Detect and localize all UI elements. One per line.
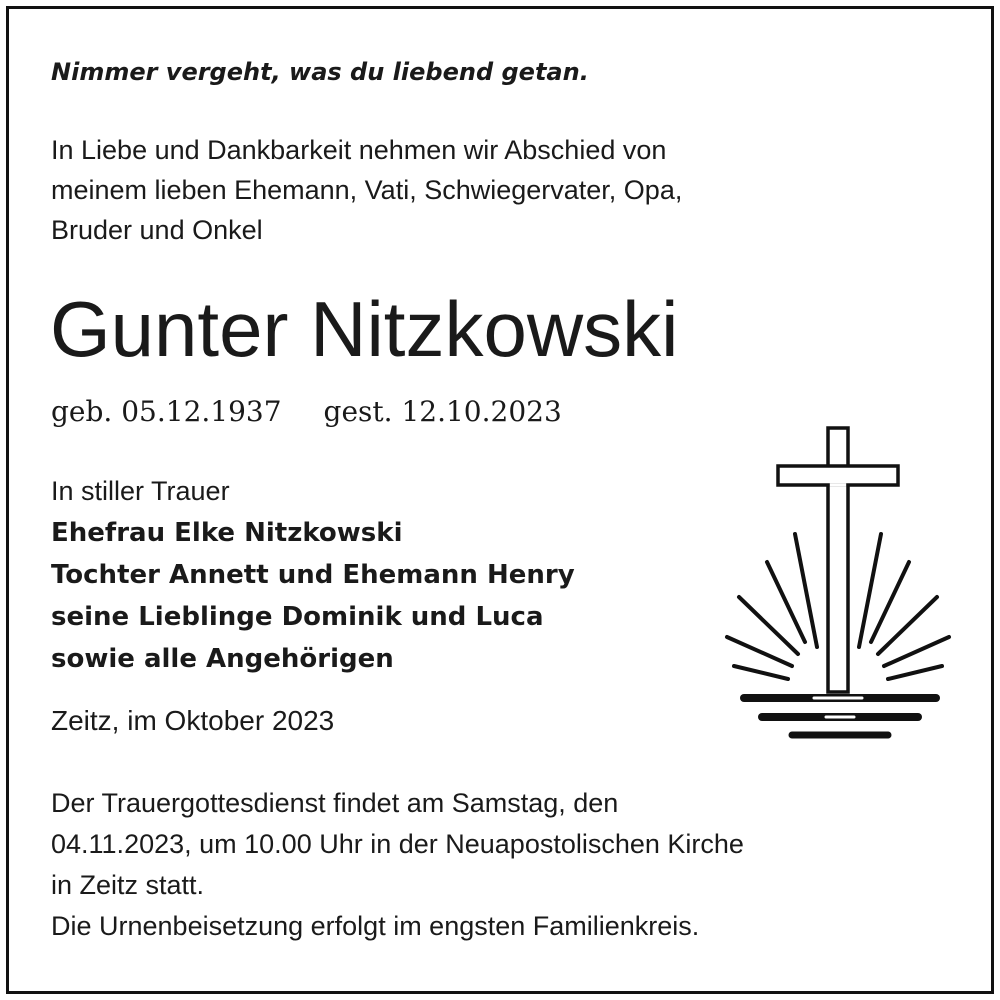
mourner-line: sowie alle Angehörigen: [51, 644, 394, 674]
birth-date: geb. 05.12.1937: [51, 395, 282, 428]
service-info: [51, 783, 744, 947]
mourners-heading: In stiller Trauer: [51, 476, 230, 506]
service-line: Die Urnenbeisetzung erfolgt im engsten Familienkreis.: [51, 911, 700, 941]
cross-sunrise-icon: [722, 422, 958, 752]
mourners-block: [51, 470, 575, 680]
place-date: Zeitz, im Oktober 2023: [51, 705, 335, 736]
life-dates: [51, 395, 562, 428]
service-line: Der Trauergottesdienst findet am Samstag, den: [51, 788, 619, 818]
service-line: in Zeitz statt.: [51, 870, 205, 900]
intro-line: meinem lieben Ehemann, Vati, Schwiegervater, Opa,: [51, 175, 683, 205]
mourner-line: seine Lieblinge Dominik und Luca: [51, 602, 544, 632]
motto: Nimmer vergeht, was du liebend getan.: [51, 58, 589, 86]
intro-text: [51, 130, 682, 250]
mourner-line: Ehefrau Elke Nitzkowski: [51, 518, 403, 548]
death-date: gest. 12.10.2023: [323, 395, 562, 428]
intro-line: In Liebe und Dankbarkeit nehmen wir Abschied von: [51, 135, 667, 165]
intro-line: Bruder und Onkel: [51, 215, 263, 245]
deceased-name: Gunter Nitzkowski: [50, 285, 679, 373]
service-line: 04.11.2023, um 10.00 Uhr in der Neuapostolischen Kirche: [51, 829, 744, 859]
mourner-line: Tochter Annett und Ehemann Henry: [51, 560, 575, 590]
